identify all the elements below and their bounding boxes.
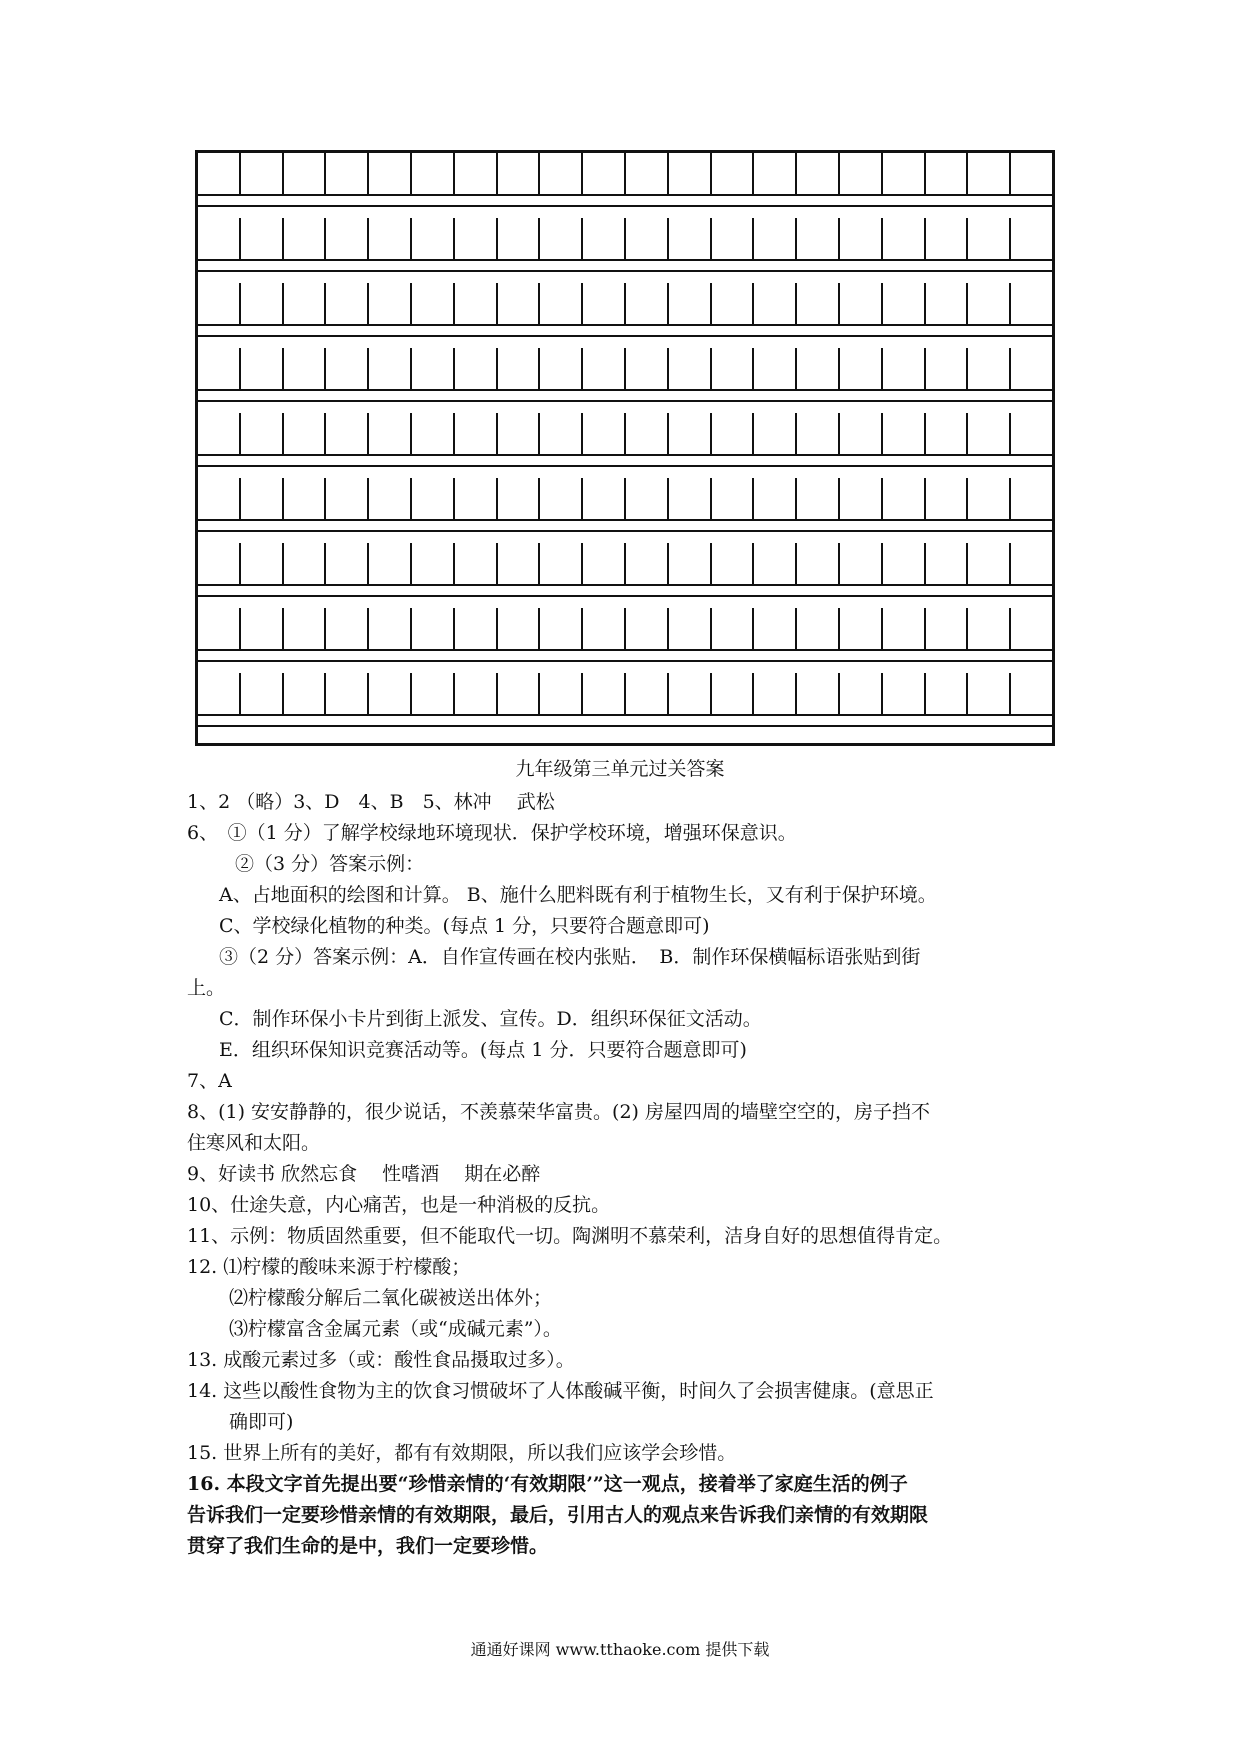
grid-cell	[369, 608, 412, 649]
grid-cell	[241, 673, 284, 714]
grid-cell	[669, 673, 712, 714]
grid-cell	[754, 283, 797, 324]
grid-cell	[926, 283, 969, 324]
grid-cell	[626, 673, 669, 714]
grid-cell	[540, 413, 583, 454]
grid-cell	[412, 543, 455, 584]
grid-cell	[455, 673, 498, 714]
grid-cell	[241, 218, 284, 259]
grid-cell	[840, 153, 883, 194]
grid-cell	[583, 543, 626, 584]
grid-cell	[583, 673, 626, 714]
grid-cell	[583, 478, 626, 519]
writing-grid	[195, 150, 1055, 746]
answer-line-14-cont: 确即可)	[229, 1411, 294, 1433]
grid-cell	[583, 413, 626, 454]
answer-line-6-3e: E．组织环保知识竞赛活动等。(每点 1 分．只要符合题意即可)	[219, 1039, 747, 1061]
grid-cell	[797, 478, 840, 519]
grid-cell	[284, 283, 327, 324]
grid-row	[198, 673, 1052, 716]
grid-cell	[712, 543, 755, 584]
grid-cell	[926, 543, 969, 584]
grid-cell	[198, 608, 241, 649]
grid-cell	[326, 478, 369, 519]
grid-gap-line	[198, 456, 1052, 467]
grid-cell	[412, 478, 455, 519]
grid-cell	[968, 673, 1011, 714]
grid-cell	[1011, 348, 1052, 389]
answer-line-1: 1、2 （略）3、D 4、B 5、林冲 武松	[187, 791, 555, 813]
grid-cell	[455, 543, 498, 584]
grid-cell	[198, 348, 241, 389]
grid-cell	[968, 348, 1011, 389]
grid-gap-line	[198, 521, 1052, 532]
grid-cell	[712, 283, 755, 324]
grid-cell	[412, 608, 455, 649]
grid-cell	[284, 478, 327, 519]
answer-line-6-2a: A、占地面积的绘图和计算。 B、施什么肥料既有利于植物生长，又有利于保护环境。	[219, 884, 937, 906]
answer-content	[187, 787, 1057, 1562]
answer-line-7: 7、A	[187, 1070, 232, 1092]
grid-cell	[369, 413, 412, 454]
grid-cell	[498, 218, 541, 259]
grid-cell	[455, 478, 498, 519]
grid-cell	[583, 153, 626, 194]
grid-cell	[326, 413, 369, 454]
answer-title: 九年级第三单元过关答案	[515, 758, 725, 780]
grid-cell	[926, 673, 969, 714]
grid-cell	[198, 218, 241, 259]
grid-cell	[198, 413, 241, 454]
grid-cell	[369, 283, 412, 324]
grid-cell	[797, 543, 840, 584]
grid-cell	[412, 348, 455, 389]
grid-cell	[754, 413, 797, 454]
grid-cell	[455, 348, 498, 389]
answer-line-14: 14. 这些以酸性食物为主的饮食习惯破坏了人体酸碱平衡，时间久了会损害健康。(意思正	[187, 1380, 934, 1402]
grid-cell	[712, 608, 755, 649]
answer-line-12: 12. ⑴柠檬的酸味来源于柠檬酸；	[187, 1256, 471, 1278]
grid-cell	[540, 608, 583, 649]
grid-cell	[284, 153, 327, 194]
grid-row	[198, 283, 1052, 326]
grid-cell	[241, 478, 284, 519]
grid-cell	[840, 673, 883, 714]
grid-cell	[540, 283, 583, 324]
grid-cell	[583, 608, 626, 649]
answer-line-10: 10、仕途失意，内心痛苦，也是一种消极的反抗。	[187, 1194, 611, 1216]
grid-row	[198, 608, 1052, 651]
grid-cell	[926, 153, 969, 194]
grid-cell	[498, 673, 541, 714]
grid-cell	[241, 283, 284, 324]
grid-cell	[712, 478, 755, 519]
grid-cell	[455, 218, 498, 259]
grid-cell	[626, 478, 669, 519]
grid-cell	[498, 478, 541, 519]
grid-cell	[284, 218, 327, 259]
grid-cell	[241, 608, 284, 649]
grid-cell	[669, 478, 712, 519]
answer-line-6-3c: C．制作环保小卡片到街上派发、宣传。D．组织环保征文活动。	[219, 1008, 762, 1030]
grid-cell	[498, 153, 541, 194]
grid-cell	[712, 218, 755, 259]
grid-cell	[583, 218, 626, 259]
grid-cell	[540, 543, 583, 584]
grid-cell	[1011, 218, 1052, 259]
answer-line-6-2c: C、学校绿化植物的种类。(每点 1 分，只要符合题意即可)	[219, 915, 710, 937]
grid-cell	[198, 478, 241, 519]
grid-cell	[797, 673, 840, 714]
grid-row	[198, 478, 1052, 521]
grid-cell	[669, 153, 712, 194]
answer-line-8: 8、(1) 安安静静的，很少说话，不羡慕荣华富贵。(2) 房屋四周的墙壁空空的，房子挡不	[187, 1101, 930, 1123]
grid-cell	[326, 153, 369, 194]
grid-cell	[198, 153, 241, 194]
grid-cell	[241, 153, 284, 194]
grid-cell	[968, 413, 1011, 454]
grid-cell	[968, 543, 1011, 584]
grid-cell	[412, 153, 455, 194]
answer-line-6-3-cont: 上。	[187, 977, 226, 999]
grid-cell	[883, 608, 926, 649]
grid-cell	[626, 608, 669, 649]
grid-cell	[626, 283, 669, 324]
grid-cell	[669, 218, 712, 259]
grid-cell	[412, 283, 455, 324]
grid-cell	[540, 673, 583, 714]
grid-cell	[326, 673, 369, 714]
grid-cell	[968, 153, 1011, 194]
grid-cell	[198, 543, 241, 584]
answer-line-6: 6、 ①（1 分）了解学校绿地环境现状．保护学校环境，增强环保意识。	[187, 822, 797, 844]
grid-cell	[412, 218, 455, 259]
grid-cell	[968, 608, 1011, 649]
grid-cell	[455, 608, 498, 649]
grid-cell	[669, 543, 712, 584]
grid-cell	[626, 413, 669, 454]
grid-cell	[369, 218, 412, 259]
grid-cell	[840, 608, 883, 649]
grid-cell	[968, 283, 1011, 324]
grid-cell	[626, 348, 669, 389]
grid-cell	[840, 283, 883, 324]
grid-row	[198, 153, 1052, 196]
grid-cell	[968, 218, 1011, 259]
grid-cell	[840, 413, 883, 454]
grid-cell	[754, 608, 797, 649]
grid-cell	[326, 608, 369, 649]
grid-cell	[284, 673, 327, 714]
grid-cell	[754, 543, 797, 584]
grid-cell	[754, 218, 797, 259]
grid-cell	[241, 543, 284, 584]
grid-cell	[840, 478, 883, 519]
grid-cell	[198, 673, 241, 714]
grid-row	[198, 348, 1052, 391]
footer-source: 通通好课网 www.tthaoke.com 提供下载	[470, 1640, 770, 1659]
grid-row	[198, 543, 1052, 586]
grid-cell	[1011, 413, 1052, 454]
grid-cell	[284, 543, 327, 584]
grid-cell	[412, 673, 455, 714]
grid-cell	[241, 413, 284, 454]
grid-cell	[926, 413, 969, 454]
grid-cell	[326, 543, 369, 584]
grid-cell	[455, 283, 498, 324]
grid-cell	[712, 413, 755, 454]
grid-cell	[284, 608, 327, 649]
grid-cell	[1011, 543, 1052, 584]
grid-cell	[712, 673, 755, 714]
grid-cell	[369, 673, 412, 714]
grid-gap-line	[198, 586, 1052, 597]
grid-cell	[669, 283, 712, 324]
grid-gap-line	[198, 196, 1052, 207]
grid-cell	[669, 348, 712, 389]
answer-line-16-3: 贯穿了我们生命的是中，我们一定要珍惜。	[187, 1535, 549, 1557]
answer-line-13: 13. 成酸元素过多（或：酸性食品摄取过多）。	[187, 1349, 575, 1371]
grid-cell	[284, 348, 327, 389]
grid-gap-line	[198, 326, 1052, 337]
answer-line-11: 11、示例：物质固然重要，但不能取代一切。陶渊明不慕荣利，洁身自好的思想值得肯定。	[187, 1225, 953, 1247]
grid-cell	[326, 348, 369, 389]
grid-cell	[498, 283, 541, 324]
grid-cell	[284, 413, 327, 454]
grid-cell	[754, 673, 797, 714]
grid-cell	[840, 543, 883, 584]
grid-cell	[455, 413, 498, 454]
grid-cell	[797, 153, 840, 194]
grid-cell	[883, 153, 926, 194]
grid-cell	[583, 348, 626, 389]
grid-cell	[797, 608, 840, 649]
grid-cell	[540, 153, 583, 194]
grid-cell	[326, 283, 369, 324]
grid-cell	[326, 218, 369, 259]
grid-cell	[926, 608, 969, 649]
grid-cell	[883, 478, 926, 519]
grid-cell	[883, 218, 926, 259]
grid-cell	[1011, 283, 1052, 324]
grid-cell	[1011, 478, 1052, 519]
grid-cell	[540, 478, 583, 519]
grid-gap-line	[198, 391, 1052, 402]
grid-cell	[455, 153, 498, 194]
grid-row	[198, 413, 1052, 456]
grid-cell	[926, 348, 969, 389]
grid-cell	[1011, 673, 1052, 714]
grid-cell	[540, 348, 583, 389]
grid-cell	[883, 348, 926, 389]
grid-gap-line	[198, 651, 1052, 662]
grid-cell	[583, 283, 626, 324]
grid-cell	[369, 543, 412, 584]
grid-cell	[498, 413, 541, 454]
answer-line-16: 16. 本段文字首先提出要“珍惜亲情的‘有效期限’”这一观点，接着举了家庭生活的例子	[187, 1473, 908, 1495]
grid-cell	[540, 218, 583, 259]
grid-cell	[968, 478, 1011, 519]
grid-cell	[626, 543, 669, 584]
grid-cell	[797, 283, 840, 324]
grid-cell	[198, 283, 241, 324]
grid-cell	[754, 478, 797, 519]
grid-cell	[797, 348, 840, 389]
grid-cell	[712, 153, 755, 194]
grid-cell	[1011, 608, 1052, 649]
grid-cell	[883, 413, 926, 454]
answer-line-9: 9、好读书 欣然忘食 性嗜酒 期在必醉	[187, 1163, 541, 1185]
grid-cell	[498, 608, 541, 649]
grid-cell	[883, 543, 926, 584]
grid-cell	[369, 153, 412, 194]
grid-cell	[412, 413, 455, 454]
grid-cell	[754, 153, 797, 194]
grid-cell	[669, 608, 712, 649]
grid-cell	[369, 348, 412, 389]
answer-line-12-3: ⑶柠檬富含金属元素（或“成碱元素”）。	[229, 1318, 562, 1340]
grid-cell	[498, 543, 541, 584]
answer-line-6-2: ②（3 分）答案示例：	[235, 853, 425, 875]
answer-line-15: 15. 世界上所有的美好，都有有效期限，所以我们应该学会珍惜。	[187, 1442, 737, 1464]
grid-cell	[669, 413, 712, 454]
grid-cell	[926, 478, 969, 519]
grid-cell	[626, 153, 669, 194]
grid-cell	[1011, 153, 1052, 194]
grid-cell	[369, 478, 412, 519]
grid-row	[198, 218, 1052, 261]
grid-cell	[883, 673, 926, 714]
grid-cell	[797, 413, 840, 454]
grid-cell	[840, 348, 883, 389]
answer-line-8-cont: 住寒风和太阳。	[187, 1132, 321, 1154]
grid-cell	[712, 348, 755, 389]
grid-cell	[883, 283, 926, 324]
answer-line-16-2: 告诉我们一定要珍惜亲情的有效期限，最后，引用古人的观点来告诉我们亲情的有效期限	[187, 1504, 929, 1526]
grid-cell	[754, 348, 797, 389]
answer-line-6-3: ③（2 分）答案示例：A．自作宣传画在校内张贴． B．制作环保横幅标语张贴到街	[219, 946, 921, 968]
grid-cell	[926, 218, 969, 259]
grid-cell	[797, 218, 840, 259]
grid-gap-line	[198, 716, 1052, 727]
answer-line-12-2: ⑵柠檬酸分解后二氧化碳被送出体外；	[229, 1287, 553, 1309]
grid-cell	[241, 348, 284, 389]
grid-cell	[626, 218, 669, 259]
grid-gap-line	[198, 261, 1052, 272]
grid-cell	[498, 348, 541, 389]
grid-cell	[840, 218, 883, 259]
